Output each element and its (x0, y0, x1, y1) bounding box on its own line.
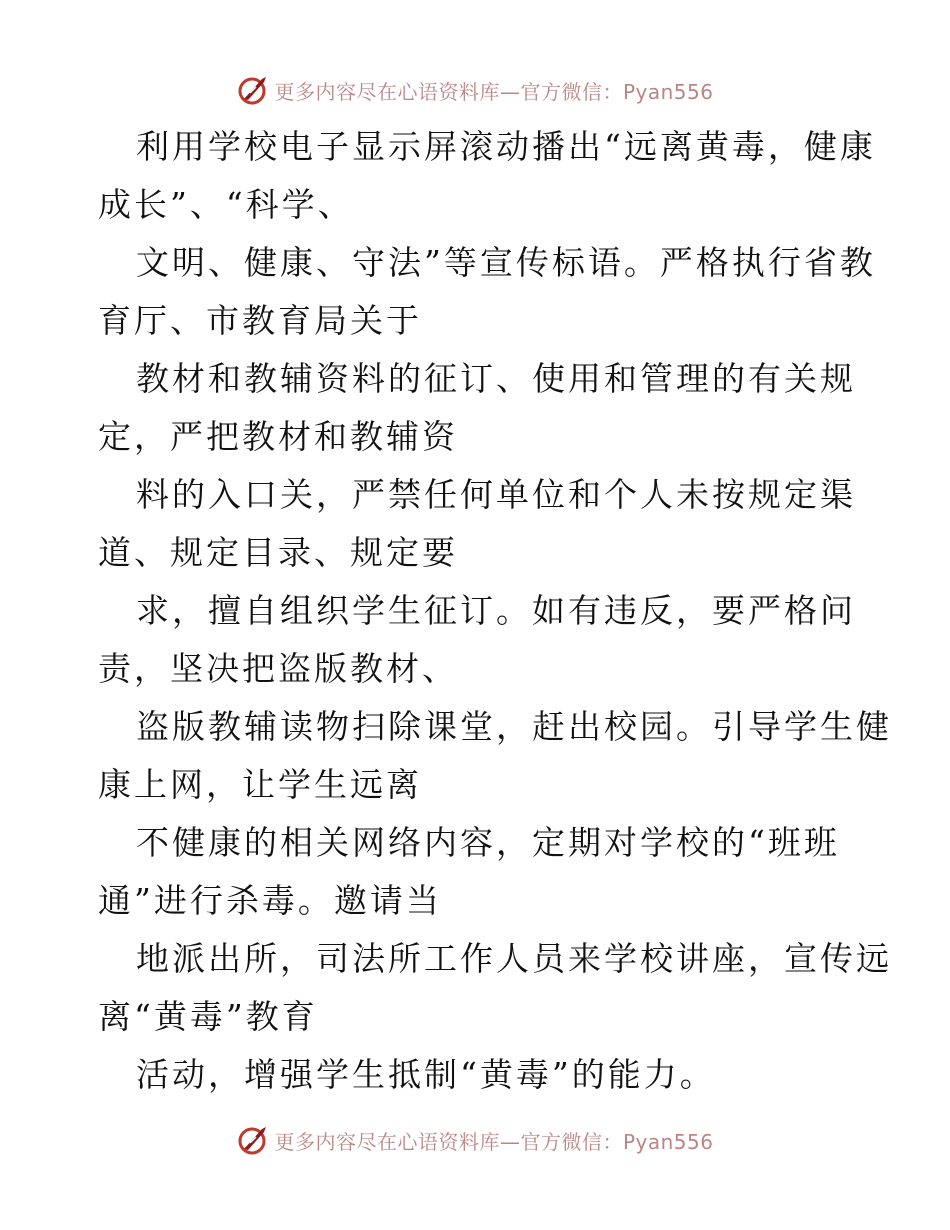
text-line: 责，坚决把盗版教材、 (98, 649, 458, 688)
text-line: 离“黄毒”教育 (98, 997, 318, 1036)
quill-logo-icon (236, 73, 270, 107)
watermark-text: 更多内容尽在心语资料库—官方微信：Pyan556 (274, 1129, 714, 1154)
text-line: 道、规定目录、规定要 (98, 533, 458, 572)
document-body (98, 118, 892, 1104)
text-line: 求，擅自组织学生征订。如有违反，要严格问 (136, 591, 856, 630)
text-line: 育厅、市教育局关于 (98, 301, 422, 340)
text-line: 定，严把教材和教辅资 (98, 417, 458, 456)
watermark-text: 更多内容尽在心语资料库—官方微信：Pyan556 (274, 79, 714, 104)
text-line: 地派出所，司法所工作人员来学校讲座，宣传远 (136, 939, 892, 978)
footer-watermark (0, 1120, 950, 1160)
text-line: 教材和教辅资料的征订、使用和管理的有关规 (136, 359, 856, 398)
text-line: 活动，增强学生抵制“黄毒”的能力。 (136, 1055, 716, 1094)
header-watermark (0, 70, 950, 110)
text-line: 文明、健康、守法”等宣传标语。严格执行省教 (136, 243, 876, 282)
quill-logo-icon (236, 1123, 270, 1157)
text-line: 不健康的相关网络内容，定期对学校的“班班 (136, 823, 840, 862)
text-line: 成长”、“科学、 (98, 185, 354, 224)
text-line: 盗版教辅读物扫除课堂，赶出校园。引导学生健 (136, 707, 892, 746)
text-line: 利用学校电子显示屏滚动播出“远离黄毒，健康 (136, 127, 876, 166)
text-line: 料的入口关，严禁任何单位和个人未按规定渠 (136, 475, 856, 514)
text-line: 康上网，让学生远离 (98, 765, 422, 804)
text-line: 通”进行杀毒。邀请当 (98, 881, 442, 920)
